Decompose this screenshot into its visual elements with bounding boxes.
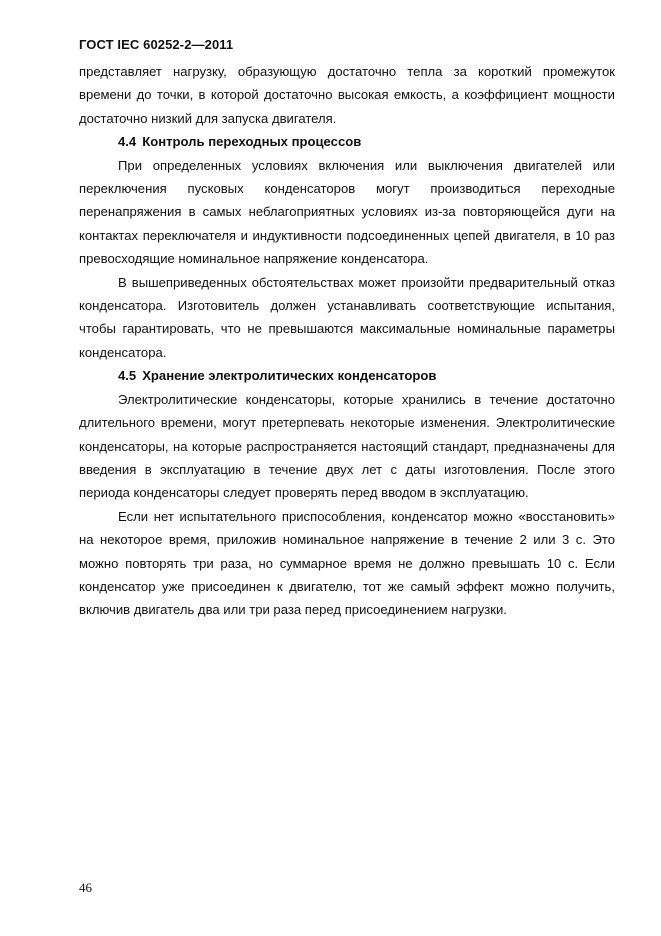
section-4-5-heading: [79, 364, 615, 387]
document-body: [79, 60, 615, 622]
intro-paragraph: представляет нагрузку, образующую достаточно тепла за короткий промежуток времени до точки, в которой достаточно высокая емкость, а коэффициент мощности достаточно низкий для запуска двигателя.: [79, 64, 615, 126]
section-4-4-paragraph-2: В вышеприведенных обстоятельствах может произойти предварительный отказ конденсатора. Изготовитель должен устанавливать соответствующие испытания, чтобы гарантировать, что не превышаются максимальные номинальные параметры конденсатора.: [79, 274, 615, 360]
document-code: ГОСТ IEC 60252-2—2011: [79, 37, 234, 52]
section-4-5-paragraph-1: Электролитические конденсаторы, которые хранились в течение достаточно длительного времени, могут претерпевать некоторые изменения. Электролитические конденсаторы, на которые распространяется настоящий стандарт, предназначены для введения в эксплуатацию в течение двух лет с даты изготовления. После этого периода конденсаторы следует проверять перед вводом в эксплуатацию.: [79, 391, 615, 501]
section-4-5-title: Хранение электролитических конденсаторов: [142, 368, 437, 384]
section-4-5-paragraph-2: Если нет испытательного приспособления, конденсатор можно «восстановить» на некоторое время, приложив номинальное напряжение в течение 2 или 3 с. Это можно повторять три раза, но суммарное время не должно превышать 10 с. Если конденсатор уже присоединен к двигателю, тот же самый эффект можно получить, включив двигатель два или три раза перед присоединением нагрузки.: [79, 508, 615, 618]
section-4-4-paragraph-1: При определенных условиях включения или выключения двигателей или переключения пусковых конденсаторов могут производиться переходные перенапряжения в самых неблагоприятных условиях из-за повторяющейся дуги на контактах переключателя и индуктивности подсоединенных цепей двигателя, в 10 раз превосходящие номинальное напряжение конденсатора.: [79, 157, 615, 267]
section-4-4-heading: [79, 130, 615, 153]
section-4-4-number: 4.4: [118, 134, 137, 150]
section-4-4-title: Контроль переходных процессов: [142, 134, 362, 150]
section-4-5-number: 4.5: [118, 368, 137, 384]
page-number: 46: [79, 880, 92, 895]
